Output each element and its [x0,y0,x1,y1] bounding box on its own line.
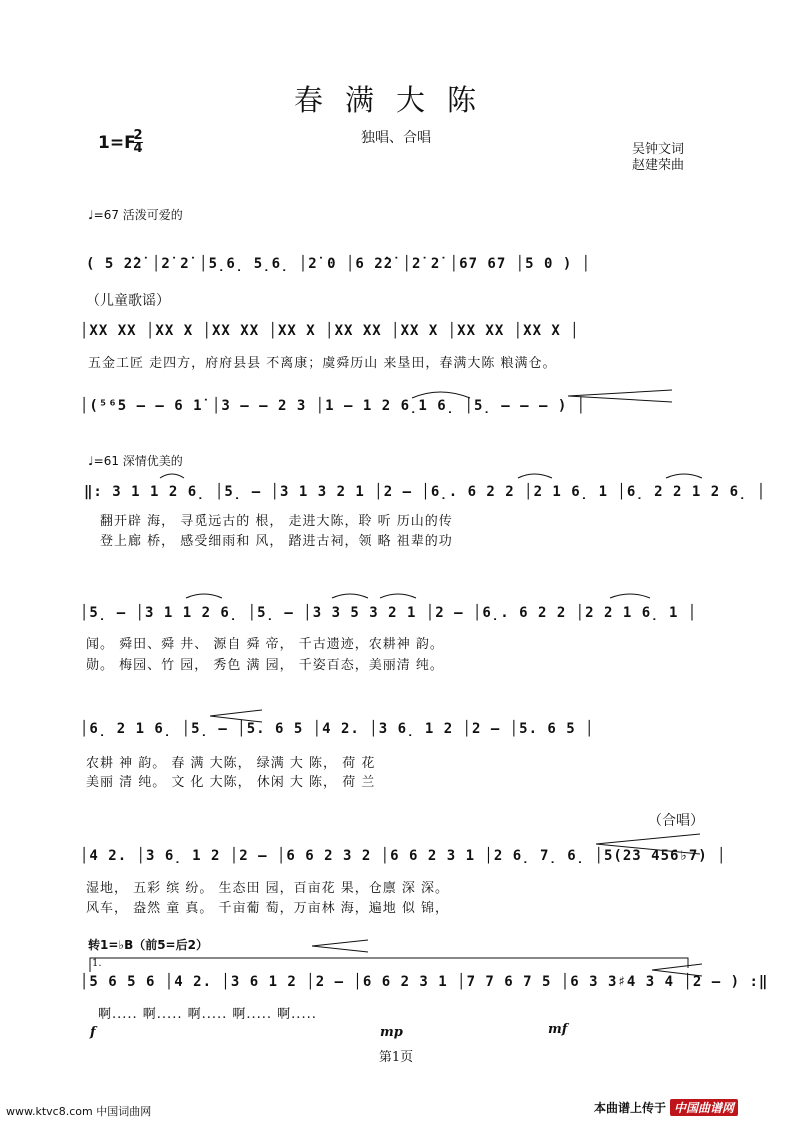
site-logo: 中国曲谱网 [670,1099,738,1116]
score-system-2-notes: │XX XX │XX X │XX XX │XX X │XX XX │XX X │XX XX │XX X │ [80,323,580,339]
tempo-marking-2: ♩=61 深情优美的 [88,454,183,468]
score-system-8-notes: │5 6 5 6 │4 2. │3 6 1 2 │2 – │6 6 2 3 1 │7 7 6 7 5 │6 3 3♯4 3 4 │2 – ) :‖ [80,974,769,990]
lyrics-line: 啊..... 啊..... 啊..... 啊..... 啊..... [98,1007,317,1022]
footer-site-link[interactable]: www.ktvc8.com 中国词曲网 [6,1105,152,1118]
volta-number: 1. [92,958,102,969]
slur [518,474,552,478]
slur [610,594,650,598]
lyrics-line: 农耕 神 韵。 春 满 大陈， 绿满 大 陈， 荷 花 [86,756,376,771]
score-system-3-notes: │(⁵⁶5 – – 6 1̇ │3 – – 2 3 │1 – 1 2 6̣1 6̣ │5̣ – – – ) │ [80,398,587,414]
lyrics-line: 五金工匠 走四方，府府县县 不离康；虞舜历山 来垦田，春满大陈 粮满仓。 [88,356,557,371]
footer-upload-note: 本曲谱上传于 中国曲谱网 [594,1099,738,1116]
dynamic-forte: f [90,1025,96,1040]
lyrics-line: 湿地， 五彩 缤 纷。 生态田 园，百亩花 果，仓廪 深 深。 [86,881,450,896]
hairpin-crescendo [312,940,368,952]
score-system-5-notes: │5̣ – │3 1 1 2 6̣ │5̣ – │3 3 5 3 2 1 │2 – │6̣. 6 2 2 │2 2 1 6̣ 1 │ [80,605,698,621]
modulation-marking: 转1=♭B（前5=后2） [88,938,208,952]
page-title: 春满大陈 [293,83,498,117]
slur [666,474,702,478]
slur [332,594,368,598]
lyrics-line: 翻开辟 海， 寻觅远古的 根， 走进大陈，聆 听 历山的传 [100,514,453,529]
score-system-4-notes: ‖: 3 1 1 2 6̣ │5̣ – │3 1 3 2 1 │2 – │6̣. 6 2 2 │2 1 6̣ 1 │6̣ 2 2 1 2 6̣ │ [84,484,767,500]
lyrics-line: 登上廊 桥， 感受细雨和 风， 踏进古祠，领 略 祖辈的功 [100,534,453,549]
hairpin-crescendo [596,834,700,854]
slur [380,594,416,598]
label-chorus: （合唱） [648,813,704,829]
subtitle: 独唱、合唱 [361,130,431,146]
score-system-7-notes: │4 2. │3 6̣ 1 2 │2 – │6 6 2 3 2 │6 6 2 3 1 │2 6̣ 7̣ 6̣ │5(23 456♭7) │ [80,848,727,864]
label-children-rhyme: （儿童歌谣） [86,293,170,309]
hairpin-decrescendo [568,390,672,402]
score-system-1-notes: ( 5 2̇2̇ │2̇ 2̇ │5̣6̣ 5̣6̣ │2̇ 0 │6 2̇2̇ │2̇ 2̇ │67 67 │5 0 ) │ [86,256,592,272]
time-signature: 2 4 [133,128,143,156]
lyrics-line: 闻。 舜田、舜 井、 源自 舜 帝， 千古遗迹，农耕神 韵。 [86,637,444,652]
lyrics-line: 美丽 清 纯。 文 化 大陈， 休闲 大 陈， 荷 兰 [86,775,376,790]
dynamic-mezzo-forte: mf [548,1022,568,1037]
hairpin-crescendo [210,710,262,722]
score-system-6-notes: │6̣ 2 1 6̣ │5̣ – │5. 6 5 │4 2. │3 6̣ 1 2 │2 – │5. 6 5 │ [80,721,595,737]
hairpin-crescendo [652,964,702,976]
slur [412,392,470,398]
tempo-marking-1: ♩=67 活泼可爱的 [88,208,183,222]
lyrics-line: 勋。 梅园、竹 园， 秀色 满 园， 千姿百态，美丽清 纯。 [86,658,444,673]
lyrics-line: 风车， 盎然 童 真。 千亩葡 萄，万亩林 海，遍地 似 锦， [86,901,450,916]
dynamic-mezzo-piano: mp [380,1025,403,1040]
page-number: 第1页 [378,1050,414,1065]
slur [160,474,184,478]
slur [186,594,222,598]
volta-bracket [90,958,688,972]
composer-credit: 赵建荣曲 [632,158,685,173]
lyricist-credit: 吴钟文词 [632,142,685,157]
key-signature: 1=F [98,133,136,153]
